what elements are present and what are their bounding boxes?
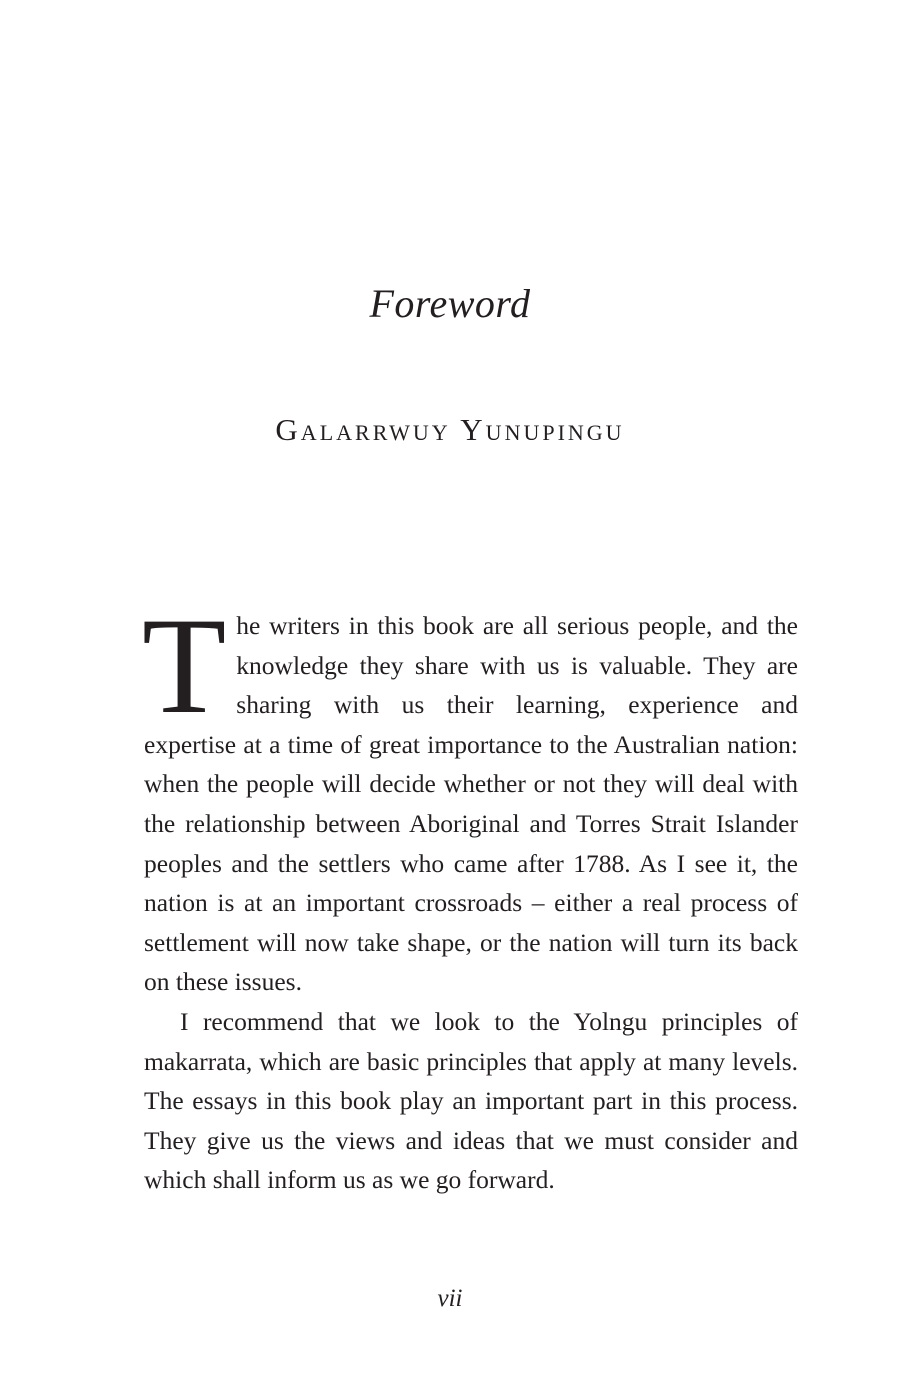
paragraph-2: I recommend that we look to the Yolngu principles of makarrata, which are basic principles that apply at many levels. The essays in this book play an important part in this process. They give us the views and ideas that we must consider and which shall inform us as we go forward.: [144, 1006, 798, 1195]
page-number: vii: [437, 1285, 463, 1312]
chapter-title: Foreword: [369, 281, 531, 326]
paragraph-1: The writers in this book are all serious people, and the knowledge they share with us is valuable. They are sharing with us their learning, experience and expertise at a time of great importance to the Australian nation: when the people will decide whether or not they will deal with the relationship between Aboriginal and Torres Strait Islander peoples and the settlers who came after 1788. As I see it, the nation is at an important crossroads – either a real process of settlement will now take shape, or the nation will turn its back on these issues.: [142, 589, 798, 997]
chapter-author: Galarrwuy Yunupingu: [275, 412, 625, 447]
body-text: [142, 589, 798, 1200]
